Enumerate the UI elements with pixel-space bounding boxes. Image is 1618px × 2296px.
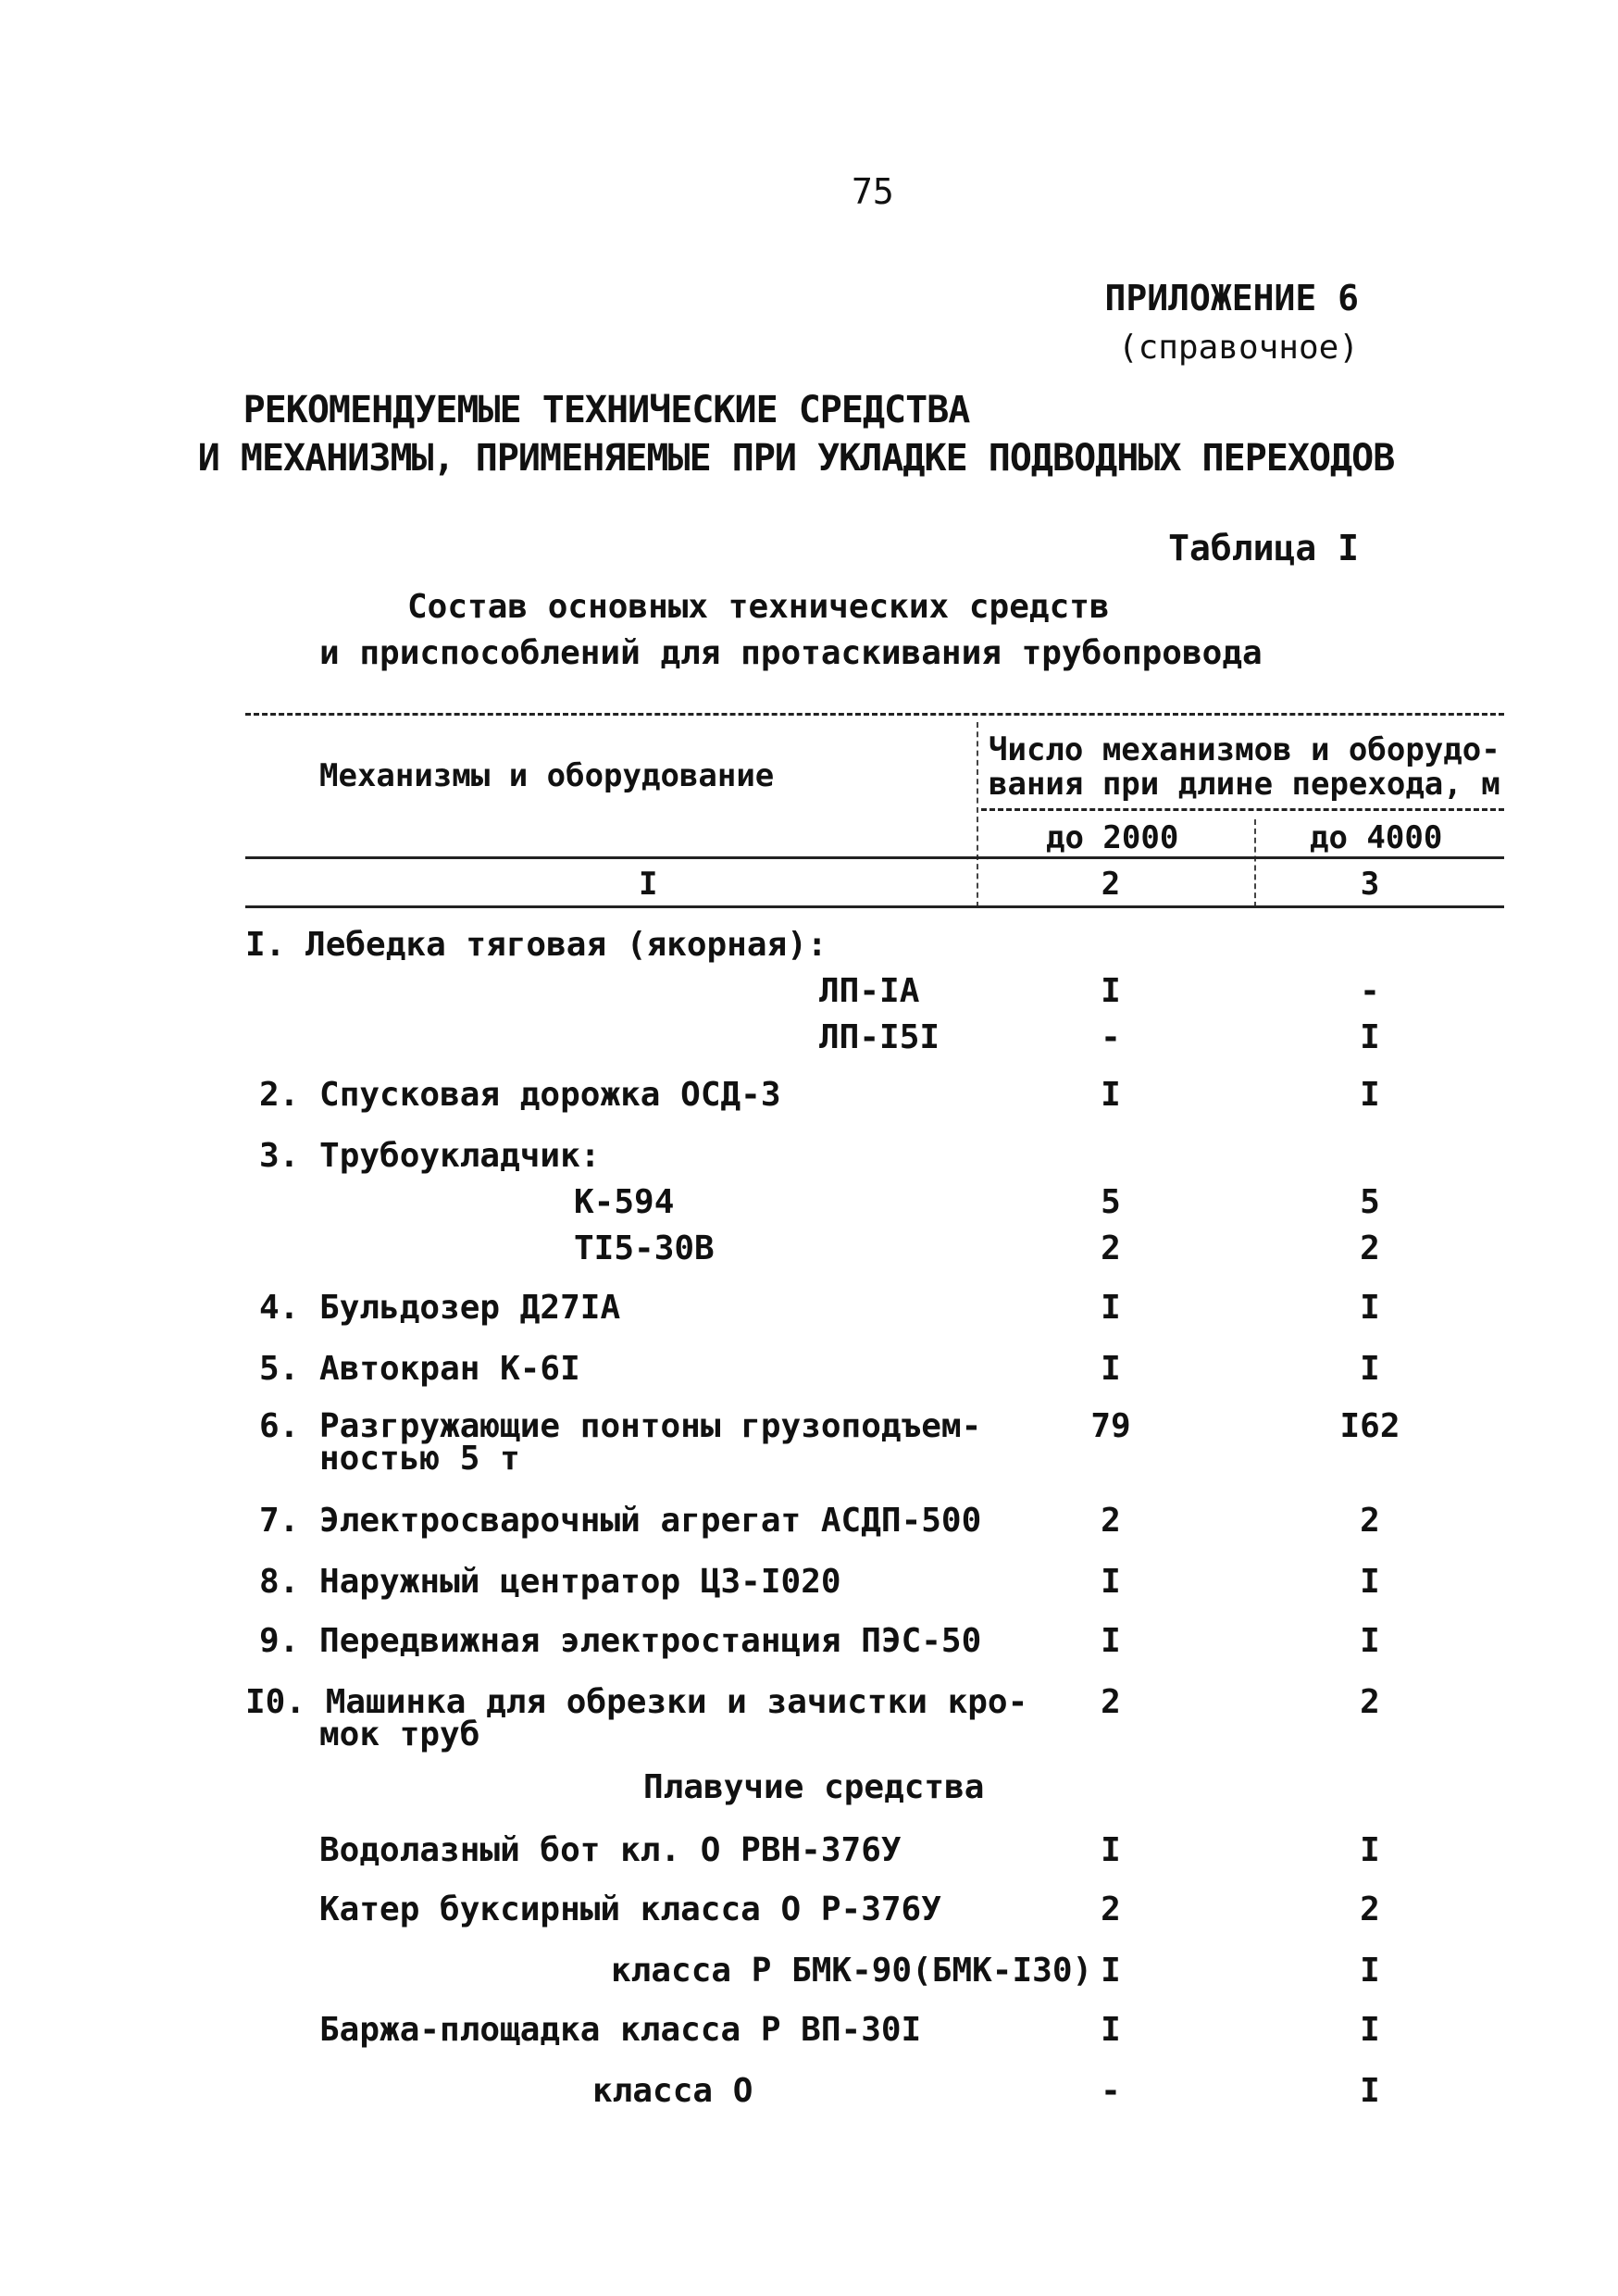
table-cell: 2 bbox=[1360, 1890, 1380, 1928]
table-cell: I bbox=[1101, 2011, 1121, 2049]
table-cell: I bbox=[1360, 1622, 1380, 1660]
table-cell: I bbox=[1101, 972, 1121, 1010]
table-row-label: ЛП-I5I bbox=[819, 1018, 940, 1056]
table-row-label: I. Лебедка тяговая (якорная): bbox=[245, 926, 828, 964]
table-row-label-continued: мок труб bbox=[319, 1716, 480, 1753]
table-row-label: TI5-30B bbox=[574, 1229, 715, 1267]
table-cell: I bbox=[1101, 1831, 1121, 1869]
table-row-label-continued: ностью 5 т bbox=[319, 1440, 520, 1478]
table-caption-line-1: Состав основных технических средств bbox=[407, 588, 1110, 626]
table-row-label: 3. Трубоукладчик: bbox=[259, 1137, 601, 1175]
table-cell: I62 bbox=[1339, 1407, 1400, 1445]
table-row-label: 8. Наружный центратор ЦЗ-I020 bbox=[259, 1563, 841, 1601]
header-divider-2 bbox=[1254, 819, 1256, 907]
table-cell: I bbox=[1360, 1952, 1380, 1990]
table-cell: I bbox=[1360, 2072, 1380, 2110]
table-cell: I bbox=[1101, 1289, 1121, 1327]
table-cell: I bbox=[1360, 2011, 1380, 2049]
table-cell: I bbox=[1101, 1563, 1121, 1601]
table-cell: I bbox=[1360, 1076, 1380, 1114]
table-cell: 5 bbox=[1101, 1183, 1121, 1221]
table-top-rule bbox=[245, 713, 1504, 716]
table-caption-line-2: и приспособлений для протаскивания трубопровода bbox=[319, 634, 1263, 672]
table-cell: I bbox=[1360, 1350, 1380, 1388]
table-row-label: Баржа-площадка класса Р ВП-30I bbox=[319, 2011, 922, 2049]
table-row-label: 5. Автокран К-6I bbox=[259, 1350, 580, 1388]
table-cell: 2 bbox=[1101, 1890, 1121, 1928]
table-row-label: класса Р БМК-90(БМК-I30) bbox=[611, 1952, 1093, 1990]
header-col-2000: до 2000 bbox=[1046, 819, 1179, 856]
table-row-label: I0. Машинка для обрезки и зачистки кро- bbox=[245, 1683, 1028, 1721]
table-cell: - bbox=[1101, 1018, 1121, 1056]
header-divider-1 bbox=[977, 722, 978, 907]
header-col-mechanisms: Механизмы и оборудование bbox=[319, 757, 775, 794]
col-number-1: I bbox=[639, 866, 658, 903]
table-row-label: 2. Спусковая дорожка ОСД-3 bbox=[259, 1076, 781, 1114]
table-cell: I bbox=[1360, 1831, 1380, 1869]
table-cell: 2 bbox=[1360, 1229, 1380, 1267]
table-cell: I bbox=[1360, 1289, 1380, 1327]
column-numbers-rule bbox=[245, 905, 1504, 908]
appendix-note: (справочное) bbox=[1117, 329, 1359, 367]
table-number: Таблица I bbox=[1168, 528, 1359, 568]
table-cell: 2 bbox=[1101, 1683, 1121, 1721]
table-cell: 2 bbox=[1101, 1229, 1121, 1267]
col-number-3: 3 bbox=[1360, 866, 1380, 903]
appendix-label: ПРИЛОЖЕНИЕ 6 bbox=[1104, 278, 1359, 318]
table-row-label: Катер буксирный класса О Р-376У bbox=[319, 1890, 941, 1928]
table-cell: 2 bbox=[1360, 1683, 1380, 1721]
document-title-line-1: РЕКОМЕНДУЕМЫЕ ТЕХНИЧЕСКИЕ СРЕДСТВА bbox=[243, 389, 970, 431]
section-title: Плавучие средства bbox=[643, 1768, 985, 1806]
col-number-2: 2 bbox=[1101, 866, 1121, 903]
table-cell: I bbox=[1101, 1076, 1121, 1114]
header-group-line-2: вания при длине перехода, м bbox=[989, 766, 1500, 803]
header-col-4000: до 4000 bbox=[1310, 819, 1443, 856]
table-cell: I bbox=[1360, 1018, 1380, 1056]
table-row-label: Водолазный бот кл. О РВН-376У bbox=[319, 1831, 902, 1869]
document-title-line-2: И МЕХАНИЗМЫ, ПРИМЕНЯЕМЫЕ ПРИ УКЛАДКЕ ПОДВОДНЫХ ПЕРЕХОДОВ bbox=[197, 437, 1395, 480]
table-row-label: 7. Электросварочный агрегат АСДП-500 bbox=[259, 1502, 982, 1540]
table-row-label: ЛП-IA bbox=[819, 972, 920, 1010]
header-rule bbox=[245, 856, 1504, 859]
header-group-rule bbox=[981, 808, 1504, 811]
table-row-label: класса О bbox=[592, 2072, 753, 2110]
table-cell: I bbox=[1360, 1563, 1380, 1601]
page-number: 75 bbox=[852, 171, 894, 212]
table-cell: I bbox=[1101, 1622, 1121, 1660]
table-row-label: 9. Передвижная электростанция ПЭС-50 bbox=[259, 1622, 982, 1660]
table-cell: 2 bbox=[1101, 1502, 1121, 1540]
table-row-label: 4. Бульдозер Д27IA bbox=[259, 1289, 621, 1327]
table-cell: 5 bbox=[1360, 1183, 1380, 1221]
table-cell: - bbox=[1101, 2072, 1121, 2110]
table-cell: - bbox=[1360, 972, 1380, 1010]
table-cell: I bbox=[1101, 1350, 1121, 1388]
table-row-label: 6. Разгружающие понтоны грузоподъем- bbox=[259, 1407, 982, 1445]
table-cell: I bbox=[1101, 1952, 1121, 1990]
table-cell: 2 bbox=[1360, 1502, 1380, 1540]
table-cell: 79 bbox=[1090, 1407, 1131, 1445]
header-group-line-1: Число механизмов и оборудо- bbox=[989, 731, 1500, 768]
table-row-label: К-594 bbox=[574, 1183, 675, 1221]
